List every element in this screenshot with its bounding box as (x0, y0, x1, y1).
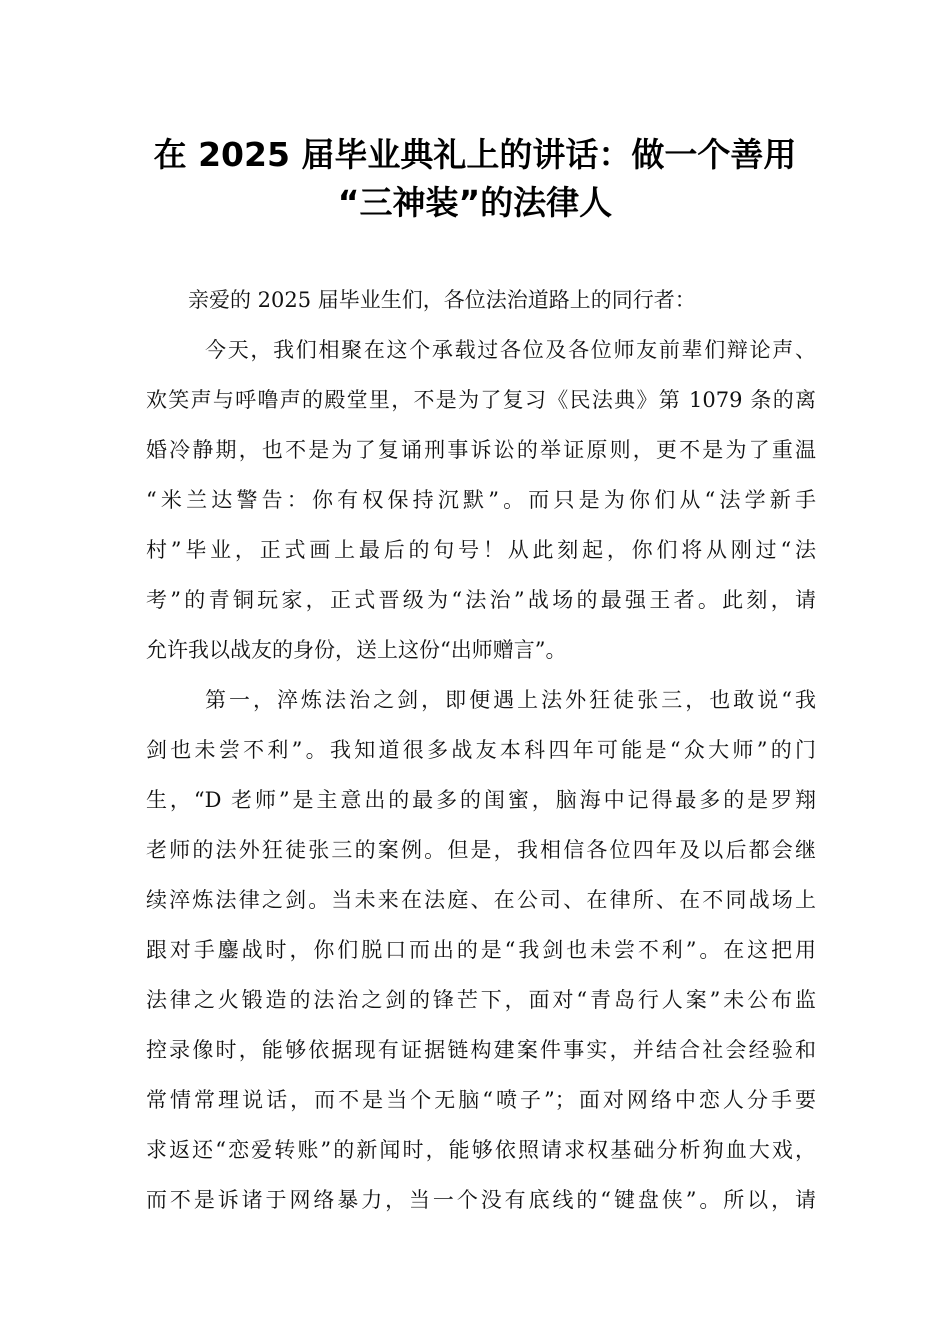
paragraph-2-line: 求返还“恋爱转账”的新闻时，能够依照请求权基础分析狗血大戏， (146, 1138, 816, 1162)
document-title-line-1: 在 2025 届毕业典礼上的讲话：做一个善用 (153, 135, 797, 174)
salutation: 亲爱的 2025 届毕业生们，各位法治道路上的同行者： (188, 288, 696, 312)
paragraph-1-line: 考”的青铜玩家，正式晋级为“法治”战场的最强王者。此刻，请 (146, 588, 816, 612)
paragraph-1-line: 欢笑声与呼噜声的殿堂里，不是为了复习《民法典》第 1079 条的离 (146, 388, 816, 412)
paragraph-2-line: 跟对手鏖战时，你们脱口而出的是“我剑也未尝不利”。在这把用 (146, 938, 816, 962)
paragraph-1-line: 允许我以战友的身份，送上这份“出师赠言”。 (146, 638, 567, 662)
paragraph-1-line: 村”毕业，正式画上最后的句号！从此刻起，你们将从刚过“法 (146, 538, 816, 562)
paragraph-2-line: 生，“D 老师”是主意出的最多的闺蜜，脑海中记得最多的是罗翔 (146, 788, 816, 812)
paragraph-1-line: 婚冷静期，也不是为了复诵刑事诉讼的举证原则，更不是为了重温 (146, 438, 816, 462)
paragraph-1-line: “米兰达警告：你有权保持沉默”。而只是为你们从“法学新手 (146, 488, 816, 512)
paragraph-2-line: 续淬炼法律之剑。当未来在法庭、在公司、在律所、在不同战场上 (146, 888, 816, 912)
paragraph-2-line: 控录像时，能够依据现有证据链构建案件事实，并结合社会经验和 (146, 1038, 816, 1062)
paragraph-2-line: 剑也未尝不利”。我知道很多战友本科四年可能是“众大师”的门 (146, 738, 816, 762)
paragraph-2-line: 而不是诉诸于网络暴力，当一个没有底线的“键盘侠”。所以，请 (146, 1188, 816, 1212)
document-title-line-2: “三神装”的法律人 (337, 183, 613, 222)
paragraph-2-line: 常情常理说话，而不是当个无脑“喷子”；面对网络中恋人分手要 (146, 1088, 816, 1112)
paragraph-1-line: 今天，我们相聚在这个承载过各位及各位师友前辈们辩论声、 (205, 338, 816, 362)
paragraph-2-line: 老师的法外狂徒张三的案例。但是，我相信各位四年及以后都会继 (146, 838, 816, 862)
paragraph-2-line: 第一，淬炼法治之剑，即便遇上法外狂徒张三，也敢说“我 (205, 688, 816, 712)
paragraph-2-line: 法律之火锻造的法治之剑的锋芒下，面对“青岛行人案”未公布监 (146, 988, 816, 1012)
